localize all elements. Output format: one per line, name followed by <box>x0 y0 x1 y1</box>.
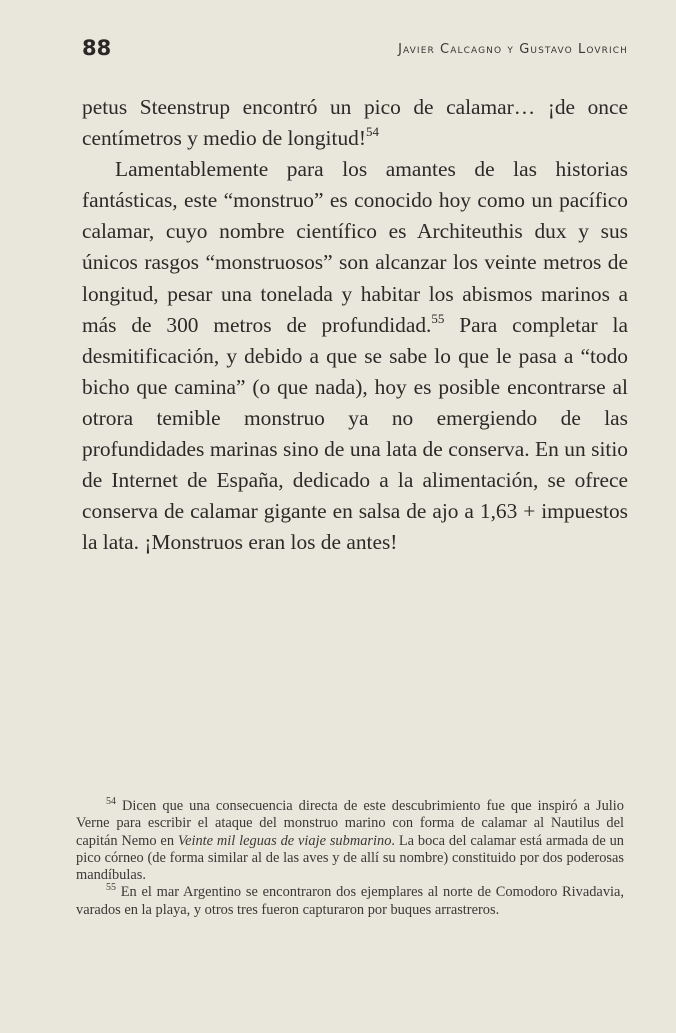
paragraph-2 <box>82 154 628 558</box>
footnote-54-marker: 54 <box>106 796 116 807</box>
footnote-54 <box>76 798 624 884</box>
footnotes <box>76 798 624 919</box>
paragraph-2-text-b: Para completar la desmitificación, y debido a que se sabe lo que le pasa a “todo bicho que camina” (o que nada), hoy es posible encontrarse al otrora temible monstruo ya no emergiendo de las profundidades marinas sino de una lata de conserva. En un sitio de Internet de España, dedicado a la alimentación, se ofrece conserva de calamar gigante en salsa de ajo a 1,63 + impuestos la lata. ¡Monstruos eran los de antes! <box>82 312 628 555</box>
book-title: Veinte mil leguas de viaje submarino <box>177 832 392 849</box>
main-text <box>82 92 628 558</box>
footnote-55-marker: 55 <box>106 882 116 894</box>
running-head: Javier Calcagno y Gustavo Lovrich <box>398 42 628 57</box>
footnote-ref-54[interactable]: 54 <box>365 124 379 140</box>
footnote-54-text-a: Dicen que una consecuencia directa de este descubrimiento fue que inspiró a Julio Verne para escribir el ataque del monstruo marino con forma de calamar al Nautilus del capitán Nemo en <box>76 798 624 849</box>
footnote-54-text-b: . La boca del calamar está armada de un pico córneo (de forma similar al de las aves y de allí su nombre) constituido por dos poderosas mandíbulas. <box>76 832 625 884</box>
footnote-55-text: En el mar Argentino se encontraron dos ejemplares al norte de Comodoro Rivadavia, varados en la playa, y otros tres fueron capturaron por buques arrastreros. <box>76 884 624 918</box>
paragraph-1 <box>82 92 628 154</box>
paragraph-1-text: petus Steenstrup encontró un pico de calamar… ¡de once centímetros y medio de longitud! <box>82 95 628 151</box>
footnote-ref-55[interactable]: 55 <box>431 310 445 326</box>
paragraph-2-text-a: Lamentablemente para los amantes de las historias fantásticas, este “monstruo” es conocido hoy como un pacífico calamar, cuyo nombre científico es Architeuthis dux y sus únicos rasgos “monstruosos” son alcanzar los veinte metros de longitud, pesar una tonelada y habitar los abismos marinos a más de 300 metros de profundidad. <box>82 157 628 337</box>
footnote-55 <box>76 884 624 919</box>
page-number: 88 <box>82 36 112 60</box>
